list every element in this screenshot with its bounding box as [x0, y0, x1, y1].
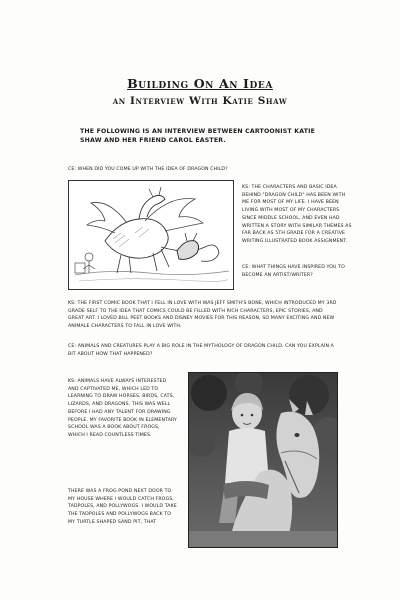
dragon-sketch-image — [68, 180, 234, 290]
girl-on-horse-drawing — [189, 373, 337, 547]
answer-2: KS: THE FIRST COMIC BOOK THAT I FELL IN LOVE WITH WAS JEFF SMITH'S BONE, WHICH INTRODUCED MY 3RD GRADE SELF TO THE IDEA THAT COMICS COULD BE FILLED WITH RICH CHARACTERS, EPIC STORIES, AND GREAT ART. I LOVED BILL PEET BOOKS AND DISNEY MOVIES FOR THIS REASON, SO MANY EXCITING AND NEW ANIMALE CHARACTERS TO FALL IN LOVE WITH. — [68, 301, 337, 330]
question-2: CE: WHAT THINGS HAVE INSPIRED YOU TO BECOME AN ARTIST/WRITER? — [242, 265, 345, 278]
answer-1: KS: THE CHARACTERS AND BASIC IDEA BEHIND "DRAGON CHILD" HAS BEEN WITH ME FOR MOST OF MY LIFE. I HAVE BEEN LIVING WITH MOST OF MY CHARACTERS SINCE MIDDLE SCHOOL, AND EVEN HAD WRITTEN A STORY WITH SIMILAR THEMES AS FAR BACK AS 5TH GRADE FOR A CREATIVE WRITING ILLUSTRATED BOOK ASSIGNMENT. — [242, 185, 352, 244]
answer-3: KS: ANIMALS HAVE ALWAYS INTERESTED AND CAPTIVATED ME, WHICH LED TO LEARNING TO DRAW HORSES, BIRDS, CATS, LIZARDS, AND DRAGONS. THIS WAS WELL BEFORE I HAD ANY TALENT FOR DRAWING PEOPLE. MY FAVORITE BOOK IN ELEMENTARY SCHOOL WAS A BOOK ABOUT FROGS, WHICH I READ COUNTLESS TIMES. — [68, 379, 178, 438]
intro-paragraph: THE FOLLOWING IS AN INTERVIEW BETWEEN CARTOONIST KATIE SHAW AND HER FRIEND CAROL EASTER. — [80, 128, 316, 144]
answer-4: THERE WAS A FROG POND NEXT DOOR TO MY HOUSE WHERE I WOULD CATCH FROGS, TADPOLES, AND POLLYWOGS. I WOULD TAKE THE TADPOLES AND POLLYWOGS BACK TO MY TURTLE SHAPED SAND PIT, THAT — [68, 489, 177, 525]
page-title: Building On An Idea — [127, 76, 273, 91]
girl-on-horse-photo — [188, 372, 338, 548]
question-3: CE: ANIMALS AND CREATURES PLAY A BIG ROLE IN THE MYTHOLOGY OF DRAGON CHILD. CAN YOU EXPLAIN A BIT ABOUT HOW THAT HAPPENED? — [68, 344, 334, 357]
dragon-sketch-drawing — [69, 181, 233, 289]
page-subtitle: an Interview With Katie Shaw — [112, 95, 288, 107]
question-1: CE: WHEN DID YOU COME UP WITH THE IDEA OF DRAGON CHILD? — [68, 167, 228, 172]
